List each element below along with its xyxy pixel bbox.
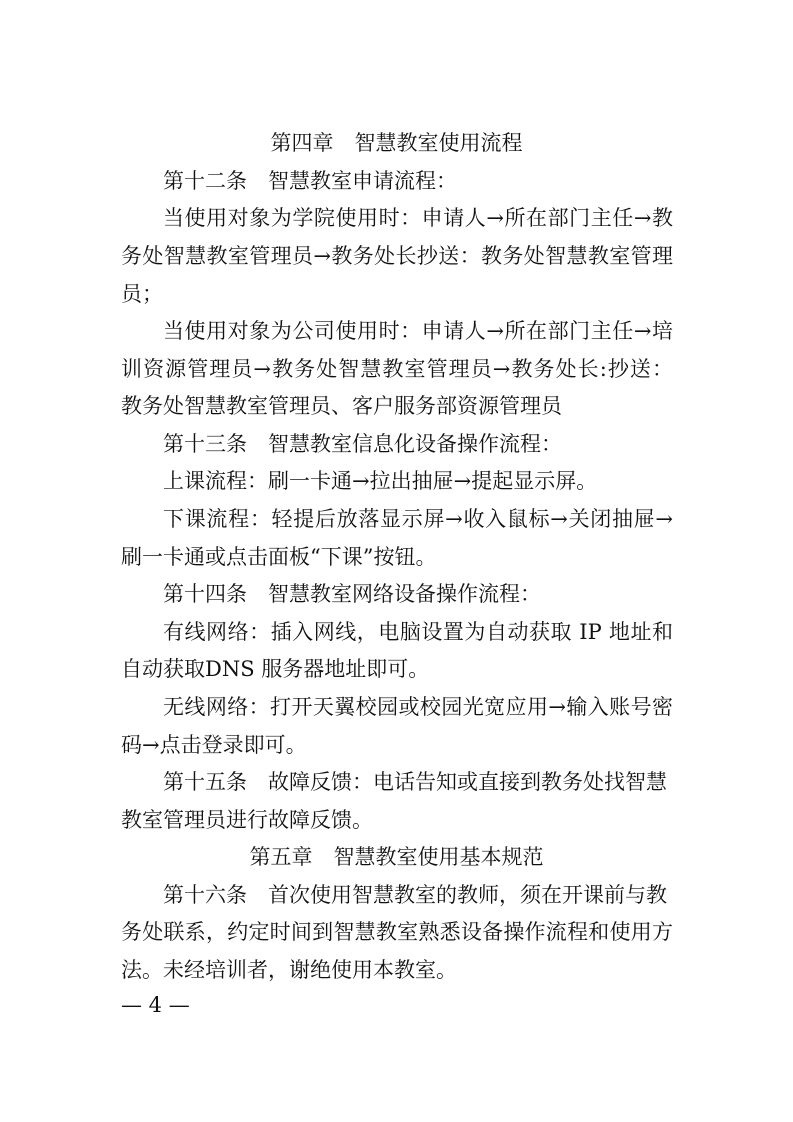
- wireless-network-line-2: 码→点击登录即可。: [121, 733, 307, 757]
- company-flow-line-1: 当使用对象为公司使用时：申请人→所在部门主任→培: [163, 319, 673, 343]
- article-15-line-2: 教室管理员进行故障反馈。: [121, 808, 373, 832]
- wired-network-line-1: 有线网络：插入网线，电脑设置为自动获取 IP 地址和: [163, 620, 673, 644]
- article-15-line-1: 故障反馈：电话告知或直接到教务处找智慧: [268, 770, 667, 794]
- class-start-flow: 上课流程：刷一卡通→拉出抽屉→提起显示屏。: [163, 469, 598, 493]
- article-16: [163, 879, 667, 911]
- company-flow-line-3: 教务处智慧教室管理员、客户服务部资源管理员: [121, 394, 562, 418]
- class-end-flow-line-2: 刷一卡通或点击面板“下课”按钮。: [121, 545, 437, 569]
- chapter-5-subtitle: 智慧教室使用基本规范: [333, 845, 544, 869]
- wired-network-line-2: 自动获取DNS 服务器地址即可。: [121, 657, 430, 681]
- chapter-4-title: 第四章: [270, 131, 334, 155]
- article-13-text: 智慧教室信息化设备操作流程：: [268, 432, 562, 456]
- wireless-network-line-1: 无线网络：打开天翼校园或校园光宽应用→输入账号密: [163, 695, 673, 719]
- chapter-4-subtitle: 智慧教室使用流程: [354, 131, 523, 155]
- article-14: [163, 578, 541, 610]
- article-16-line-3: 法。未经培训者，谢绝使用本教室。: [121, 958, 457, 982]
- chapter-5-heading: [0, 841, 793, 873]
- company-flow-line-2: 训资源管理员→教务处智慧教室管理员→教务处长:抄送：: [121, 357, 673, 381]
- article-12-text: 智慧教室申请流程：: [268, 169, 457, 193]
- article-15: [163, 766, 667, 798]
- article-13-label: 第十三条: [163, 432, 247, 456]
- article-14-text: 智慧教室网络设备操作流程：: [268, 582, 541, 606]
- article-16-line-1: 首次使用智慧教室的教师，须在开课前与教: [268, 883, 667, 907]
- college-flow-line-2: 务处智慧教室管理员→教务处长抄送：教务处智慧教室管理: [121, 244, 673, 268]
- chapter-4-heading: [0, 127, 793, 159]
- page-number: — 4 —: [121, 993, 190, 1017]
- article-12: [163, 165, 457, 197]
- article-12-label: 第十二条: [163, 169, 247, 193]
- class-end-flow-line-1: 下课流程：轻提后放落显示屏→收入鼠标→关闭抽屉→: [163, 507, 673, 531]
- article-16-label: 第十六条: [163, 883, 247, 907]
- article-13: [163, 428, 562, 460]
- article-14-label: 第十四条: [163, 582, 247, 606]
- college-flow-line-3: 员；: [121, 282, 163, 306]
- article-16-line-2: 务处联系，约定时间到智慧教室熟悉设备操作流程和使用方: [121, 920, 673, 944]
- article-15-label: 第十五条: [163, 770, 247, 794]
- college-flow-line-1: 当使用对象为学院使用时：申请人→所在部门主任→教: [163, 206, 673, 230]
- chapter-5-title: 第五章: [249, 845, 313, 869]
